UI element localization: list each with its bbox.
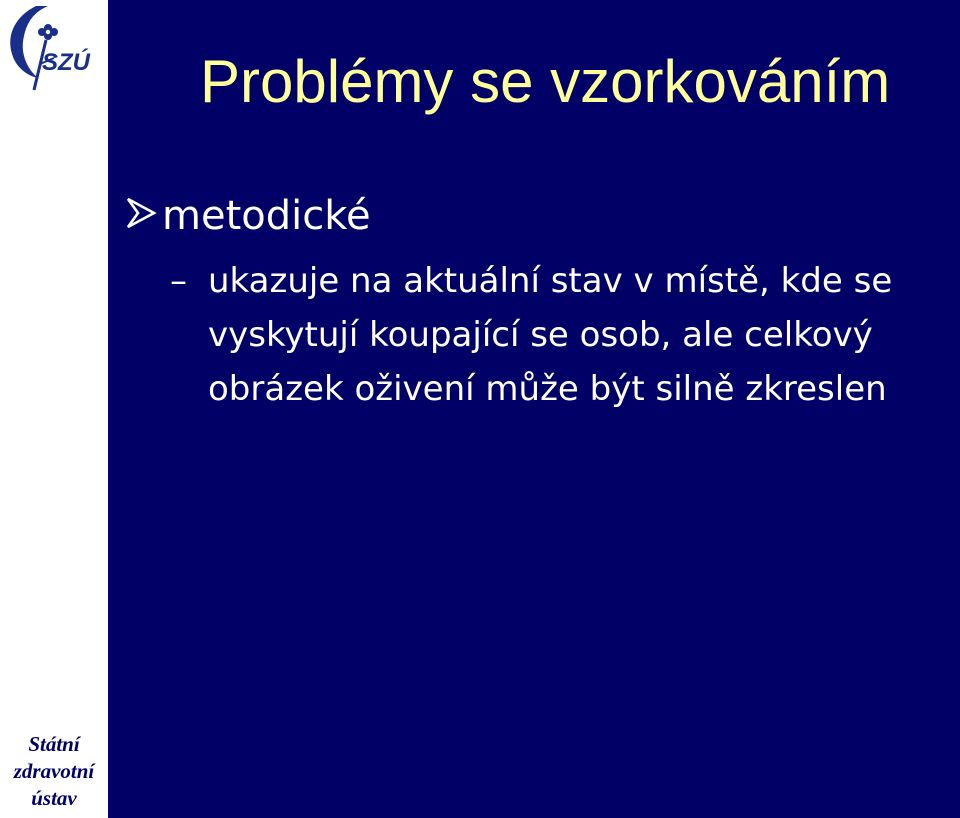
sidebar-caption [0,731,108,812]
sub-line: ukazuje na aktuální stav v místě, kde se [208,261,893,301]
bullet-item [124,188,371,244]
bullet-text: metodické [162,193,371,239]
slide-title: Problémy se vzorkováním [200,48,891,115]
sub-bullet-text [208,254,953,416]
caption-line: ústav [31,786,77,810]
sub-line: vyskytují koupající se osob, ale celkový [208,315,873,355]
sub-line: obrázek oživení může být silně zkreslen [208,369,887,409]
arrow-bullet-icon [124,193,158,233]
sidebar [0,0,108,818]
caption-line: zdravotní [13,759,95,783]
logo-text: SZÚ [42,49,90,76]
szu-logo [2,2,102,94]
sub-bullet-dash: – [170,261,187,301]
caption-line: Státní [28,732,80,756]
